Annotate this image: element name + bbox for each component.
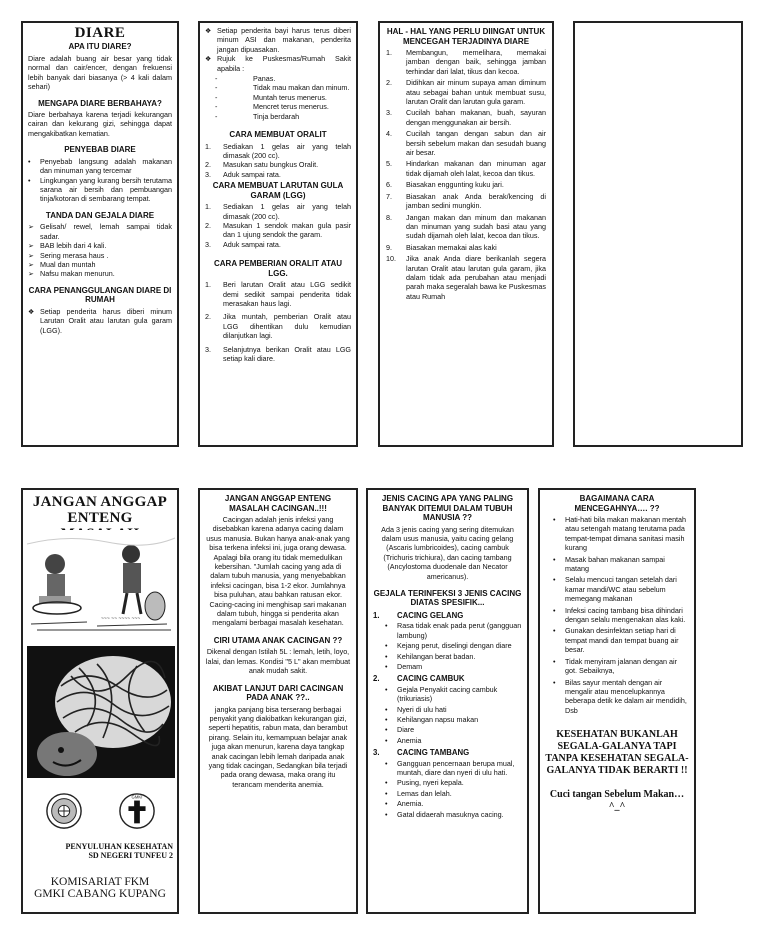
list-item: 2. Masukan satu bungkus Oralit. (205, 160, 319, 170)
bullet-icon: • (28, 156, 31, 166)
bullet-icon: • (385, 725, 388, 735)
org-line-1: PENYULUHAN KESEHATAN (65, 842, 173, 851)
worm-groups (373, 611, 522, 819)
list-item: • Lemas dan lelah. (385, 788, 452, 798)
bullet-icon: • (553, 575, 556, 585)
list-item: ➢ Gelisah/ rewel, lemah sampai tidak sadar. (28, 222, 172, 241)
list-item: 9. Biasakan memakai alas kaki (386, 242, 497, 252)
list-item: 3. Aduk sampai rata. (205, 169, 281, 179)
section-heading-what-is: APA ITU DIARE? (68, 42, 132, 52)
list-item: 1. Sediakan 1 gelas air yang telah dimasak (200 cc). (205, 141, 351, 160)
footer-line-2: GMKI CABANG KUPANG (34, 888, 166, 900)
panel-worm-types (366, 488, 529, 914)
bullet-icon: • (385, 799, 388, 809)
diare-title: DIARE (74, 25, 126, 41)
list-item: 3. Cucilah bahan makanan, buah, sayuran dengan menggunakan air bersih. (386, 108, 546, 127)
bullet-icon: • (385, 621, 388, 631)
panel-cover (21, 488, 179, 914)
bullet-icon: • (385, 735, 388, 745)
list-item: - Tinja berdarah (215, 111, 300, 121)
list-item: 1. Membangun, memelihara, memakai jamban dengan baik, sehingga jamban terhindar dari lalat, tikus dan kecoa. (386, 48, 546, 76)
list-item: • Gatal didaerah masuknya cacing. (385, 809, 504, 819)
list-item: • Gangguan pencernaan berupa mual, muntah, diare dan nyeri di ulu hati. (385, 758, 515, 778)
org-line-2: SD NEGERI TUNFEU 2 (88, 851, 173, 860)
list-item: • Kejang perut, diselingi dengan diare (385, 641, 512, 651)
panel-oralit (198, 21, 358, 447)
list-item: • Infeksi cacing tambang bisa dihindari dengan selalu mengenakan alas kaki. (553, 605, 686, 625)
list-item: • Pusing, nyeri kepala. (385, 778, 464, 788)
list-item: 3. Selanjutnya berikan Oralit atau LGG setiap kali diare. (205, 344, 351, 364)
list-item: 7. Biasakan anak Anda berak/kencing di jamban sedini mungkin. (386, 191, 546, 211)
bullet-icon: • (385, 704, 388, 714)
causes-list (28, 157, 172, 204)
list-item: • Kehilangan berat badan. (385, 651, 476, 661)
list-item: ❖ Setiap penderita harus diberi minum Larutan Oralit atau larutan gula garam (LGG). (28, 306, 172, 335)
section-heading-give-oralit: CARA PEMBERIAN ORALIT ATAU LGG. (214, 259, 342, 278)
worm-symptom-list (373, 685, 522, 745)
illustration-worms (27, 646, 173, 778)
section-heading-symptoms-worms: GEJALA TERINFEKSI 3 JENIS CACING DIATAS SPESIFIK... (373, 588, 522, 608)
oralit-steps (205, 142, 351, 180)
list-item: • Hati-hati bila makan makanan mentah atau setengah matang terutama pada tempat-tempat dimana sanitasi masih kurang (553, 515, 687, 553)
list-item: • Anemia (385, 735, 422, 745)
illustration-children-hygiene (27, 530, 173, 638)
diamond-bullet-icon: ❖ (28, 306, 35, 316)
list-item: • Diare (385, 725, 415, 735)
worm-group-heading: 2. CACING CAMBUK (373, 674, 465, 684)
list-item: • Selalu mencuci tangan setelah dari kamar mandi/WC atau sebelum memegang makanan (553, 575, 677, 604)
list-item: ➢ BAB lebih dari 4 kali. (28, 241, 107, 251)
bullet-icon: • (553, 626, 556, 636)
bullet-icon: • (28, 175, 31, 185)
bullet-icon: • (385, 661, 388, 671)
health-slogan: KESEHATAN BUKANLAH SEGALA-GALANYA TAPI TANPA KESEHATAN SEGALA-GALANYA TIDAK BERARTI !! (545, 729, 689, 777)
panel-cacingan-info (198, 488, 358, 914)
panel-worm-prevention (538, 488, 696, 914)
consequences-text: jangka panjang bisa terserang berbagai penyakit yang diakibatkan kekurangan gizi, seperti hepatitis, rabun mata, dan berambut pirang. Selain itu, kemampuan belajar anak juga akan menurun, karena daya tangkap anak cacingan lebih lemah daripada anak yang tidak cacingan, Sedangkan bila terjadi pada orang dewasa, maka orang itu terancam menderita anemia. (208, 704, 348, 789)
section-heading-consequences: AKIBAT LANJUT DARI CACINGAN PADA ANAK ??.. (212, 683, 344, 703)
arrow-bullet-icon: ➢ (28, 269, 35, 279)
bullet-icon: • (553, 515, 556, 524)
section-heading-oralit: CARA MEMBUAT ORALIT (229, 130, 327, 140)
list-item: ❖ Rujuk ke Puskesmas/Rumah Sakit apabila : (205, 54, 351, 73)
worm-types-title: JENIS CACING APA YANG PALING BANYAK DITEMUI DALAM TUBUH MANUSIA ?? (381, 494, 514, 522)
section-heading-main-signs: CIRI UTAMA ANAK CACINGAN ?? (213, 635, 343, 645)
section-text-what-is: Diare adalah buang air besar yang tidak normal dan cair/encer, dengan frekuensi lebih banyak dari biasanya (> 4 kali dalam sehari) (28, 53, 172, 92)
worm-symptom-list (373, 759, 522, 819)
worm-symptom-list (373, 621, 522, 671)
gmki-logo-icon (118, 792, 156, 830)
children-hygiene-illustration-icon (27, 530, 175, 638)
list-item: • Gejala Penyakit cacing cambuk (trikuriasis) (385, 684, 498, 704)
section-heading-lgg: CARA MEMBUAT LARUTAN GULA GARAM (LGG) (212, 181, 344, 200)
arrow-bullet-icon: ➢ (28, 259, 35, 269)
list-item: 1. Sediakan 1 gelas air yang telah dimasak (200 cc). (205, 202, 351, 221)
list-item: • Masak bahan makanan sampai matang (553, 554, 665, 574)
bullet-icon: • (385, 684, 388, 694)
panel-diare-intro (21, 21, 179, 447)
cacingan-intro: Cacingan adalah jenis infeksi yang disebabkan karena adanya cacing dalam usus manusia. Bukan hanya anak-anak yang bisa terkena infeksi ini, juga orang dewasa. Apalagi bila orang itu tidak memedulikan kebersihan. "Jumlah cacing yang ada di dalam tubuh manusia, yang menyebabkan infeksi cacingan, bisa 1-2 ekor. Jumlahnya bisa puluhan, atau bahkan ratusan ekor. Cacing-cacing ini menghisap sari makanan dalam tubuh, hingga si penderita akan mengalami berbagai masalah kesehatan. (206, 515, 350, 628)
home-treatment-list (28, 307, 172, 335)
university-seal-icon (45, 792, 83, 830)
list-item: - Mencret terus menerus. (215, 102, 329, 112)
referral-list (205, 74, 351, 121)
diamond-bullet-icon: ❖ (205, 54, 212, 64)
symptoms-list (28, 222, 172, 278)
footer-line-1: KOMISARIAT FKM (50, 876, 150, 888)
list-item: 5. Hindarkan makanan dan minuman agar tidak dijamah oleh lalat, kecoa dan tikus. (386, 159, 546, 178)
svg-text:~~~ ~~ ~~~~ ~~~: ~~~ ~~ ~~~~ ~~~ (101, 616, 141, 622)
list-item: • Penyebab langsung adalah makanan dan minuman yang tercemar (28, 156, 172, 176)
bullet-icon: • (553, 677, 556, 687)
list-item: - Tidak mau makan dan minum. (215, 83, 350, 93)
bullet-icon: • (385, 788, 388, 798)
care-list (205, 26, 351, 73)
list-item: • Gunakan desinfektan setiap hari di tempat mandi dan tempat buang air besar. (553, 626, 679, 655)
section-heading-home-treatment: CARA PENANGGULANGAN DIARE DI RUMAH (28, 285, 172, 305)
section-text-why-dangerous: Diare berbahaya karena terjadi kekurangan cairan dan kekurang gizi, sehingga dapat mengakibatkan kematian. (28, 110, 172, 138)
list-item: ➢ Nafsu makan menurun. (28, 269, 115, 279)
list-item: - Panas. (215, 74, 276, 84)
lgg-steps (205, 202, 351, 249)
worm-group-heading: 1. CACING GELANG (373, 610, 464, 620)
list-item: • Demam (385, 661, 423, 671)
list-item: • Rasa tidak enak pada perut (gangguan lambung) (385, 621, 522, 640)
list-item: • Anemia. (385, 799, 424, 809)
worm-prevention-list (545, 515, 689, 715)
prevention-list (386, 48, 546, 301)
bullet-icon: • (385, 809, 388, 819)
list-item: 10. Jika anak Anda diare berikanlah segera larutan Oralit atau larutan gula garam, jika dalam tidak ada perubahan atau menjadi parah maka segeralah bawa ke Puskesmas atau Rumah (386, 254, 546, 301)
list-item: • Tidak menyiram jalanan dengan air got. Sebaiknya, (553, 656, 677, 676)
cacingan-title: JANGAN ANGGAP ENTENG MASALAH CACINGAN..!!! (224, 494, 332, 513)
bullet-icon: • (553, 554, 556, 564)
list-item: 2. Jika muntah, pemberian Oralit atau LGG dihentikan dulu kemudian dilanjutkan lagi. (205, 312, 351, 341)
section-heading-why-dangerous: MENGAPA DIARE BERBAHAYA? (38, 98, 162, 108)
arrow-bullet-icon: ➢ (28, 250, 35, 260)
worms-illustration-icon (27, 646, 175, 778)
svg-text:GMKI: GMKI (131, 794, 142, 800)
bullet-icon: • (385, 651, 388, 661)
give-oralit-steps (205, 280, 351, 363)
section-heading-causes: PENYEBAB DIARE (64, 145, 136, 155)
list-item: • Kehilangan napsu makan (385, 715, 479, 724)
arrow-bullet-icon: ➢ (28, 222, 35, 232)
list-item: - Muntah terus menerus. (215, 92, 327, 102)
bullet-icon: • (553, 605, 556, 615)
list-item: 2. Didihkan air minum supaya aman diminum atau sebagai bahan untuk membuat susu, larutan Oralit dan larutan gula garam. (386, 78, 546, 107)
list-item: • Lingkungan yang kurang bersih terutama sarana air bersih dan pembuangan tinja/kotoran di sembarang tempat. (28, 175, 172, 204)
list-item: • Bilas sayur mentah dengan air mengalir atau mencelupkannya beberapa detik ke dalam air mendidih, Dsb (553, 677, 687, 715)
bullet-icon: • (385, 758, 388, 768)
bullet-icon: • (385, 778, 388, 788)
list-item: 6. Biasakan enggunting kuku jari. (386, 180, 504, 190)
closing-message: Cuci tangan Sebelum Makan…^_^ (549, 789, 685, 813)
arrow-bullet-icon: ➢ (28, 241, 35, 251)
cover-title: JANGAN ANGGAP ENTENG (32, 494, 168, 526)
logo-row (27, 792, 173, 830)
list-item: ❖ Setiap penderita bayi harus terus diberi minum ASI dan makanan, penderita jangan dipuasakan. (205, 26, 351, 54)
list-item: 1. Beri larutan Oralit atau LGG sedikit demi sedikit sampai penderita tidak merasakan haus lagi. (205, 280, 351, 309)
section-heading-symptoms: TANDA DAN GEJALA DIARE (45, 210, 155, 220)
list-item: 4. Cucilah tangan dengan sabun dan air bersih sebelum makan dan sesudah buang air besar. (386, 129, 546, 158)
worm-group-heading: 3. CACING TAMBANG (373, 748, 470, 758)
worm-types-intro: Ada 3 jenis cacing yang sering ditemukan dalam usus manusia, yaitu cacing gelang (Ascaris lumbricoides), cacing cambuk (Trichuris trichiura), dan cacing tambang (Ancylostoma duodenale dan Necator americanus). (381, 524, 514, 581)
worm-prevention-title: BAGAIMANA CARA MENCEGAHNYA…. ?? (574, 494, 660, 513)
panel-prevention-diare (378, 21, 554, 447)
list-item: 2. Masukan 1 sendok makan gula pasir dan 1 ujung sendok the garam. (205, 221, 351, 240)
diamond-bullet-icon: ❖ (205, 26, 212, 35)
panel-blank (573, 21, 743, 447)
bullet-icon: • (553, 656, 556, 666)
list-item: ➢ Sering merasa haus . (28, 250, 109, 260)
bullet-icon: • (385, 641, 388, 651)
main-signs-text: Dikenal dengan Istilah 5L : lemah, letih, loyo, lalai, dan lemas. Kondisi "5 L" akan membuat anak mudah sakit. (205, 647, 351, 676)
bullet-icon: • (385, 715, 388, 724)
list-item: 8. Jangan makan dan minum dan makanan dan minuman yang sudah basi atau yang sudah dijamah oleh lalat, kecoa dan tikus. (386, 212, 546, 241)
list-item: 3. Aduk sampai rata. (205, 239, 281, 249)
list-item: • Nyeri di ulu hati (385, 704, 447, 714)
prevention-title: HAL - HAL YANG PERLU DIINGAT UNTUK MENCEGAH TERJADINYA DIARE (386, 27, 546, 46)
list-item: ➢ Mual dan muntah (28, 259, 96, 269)
